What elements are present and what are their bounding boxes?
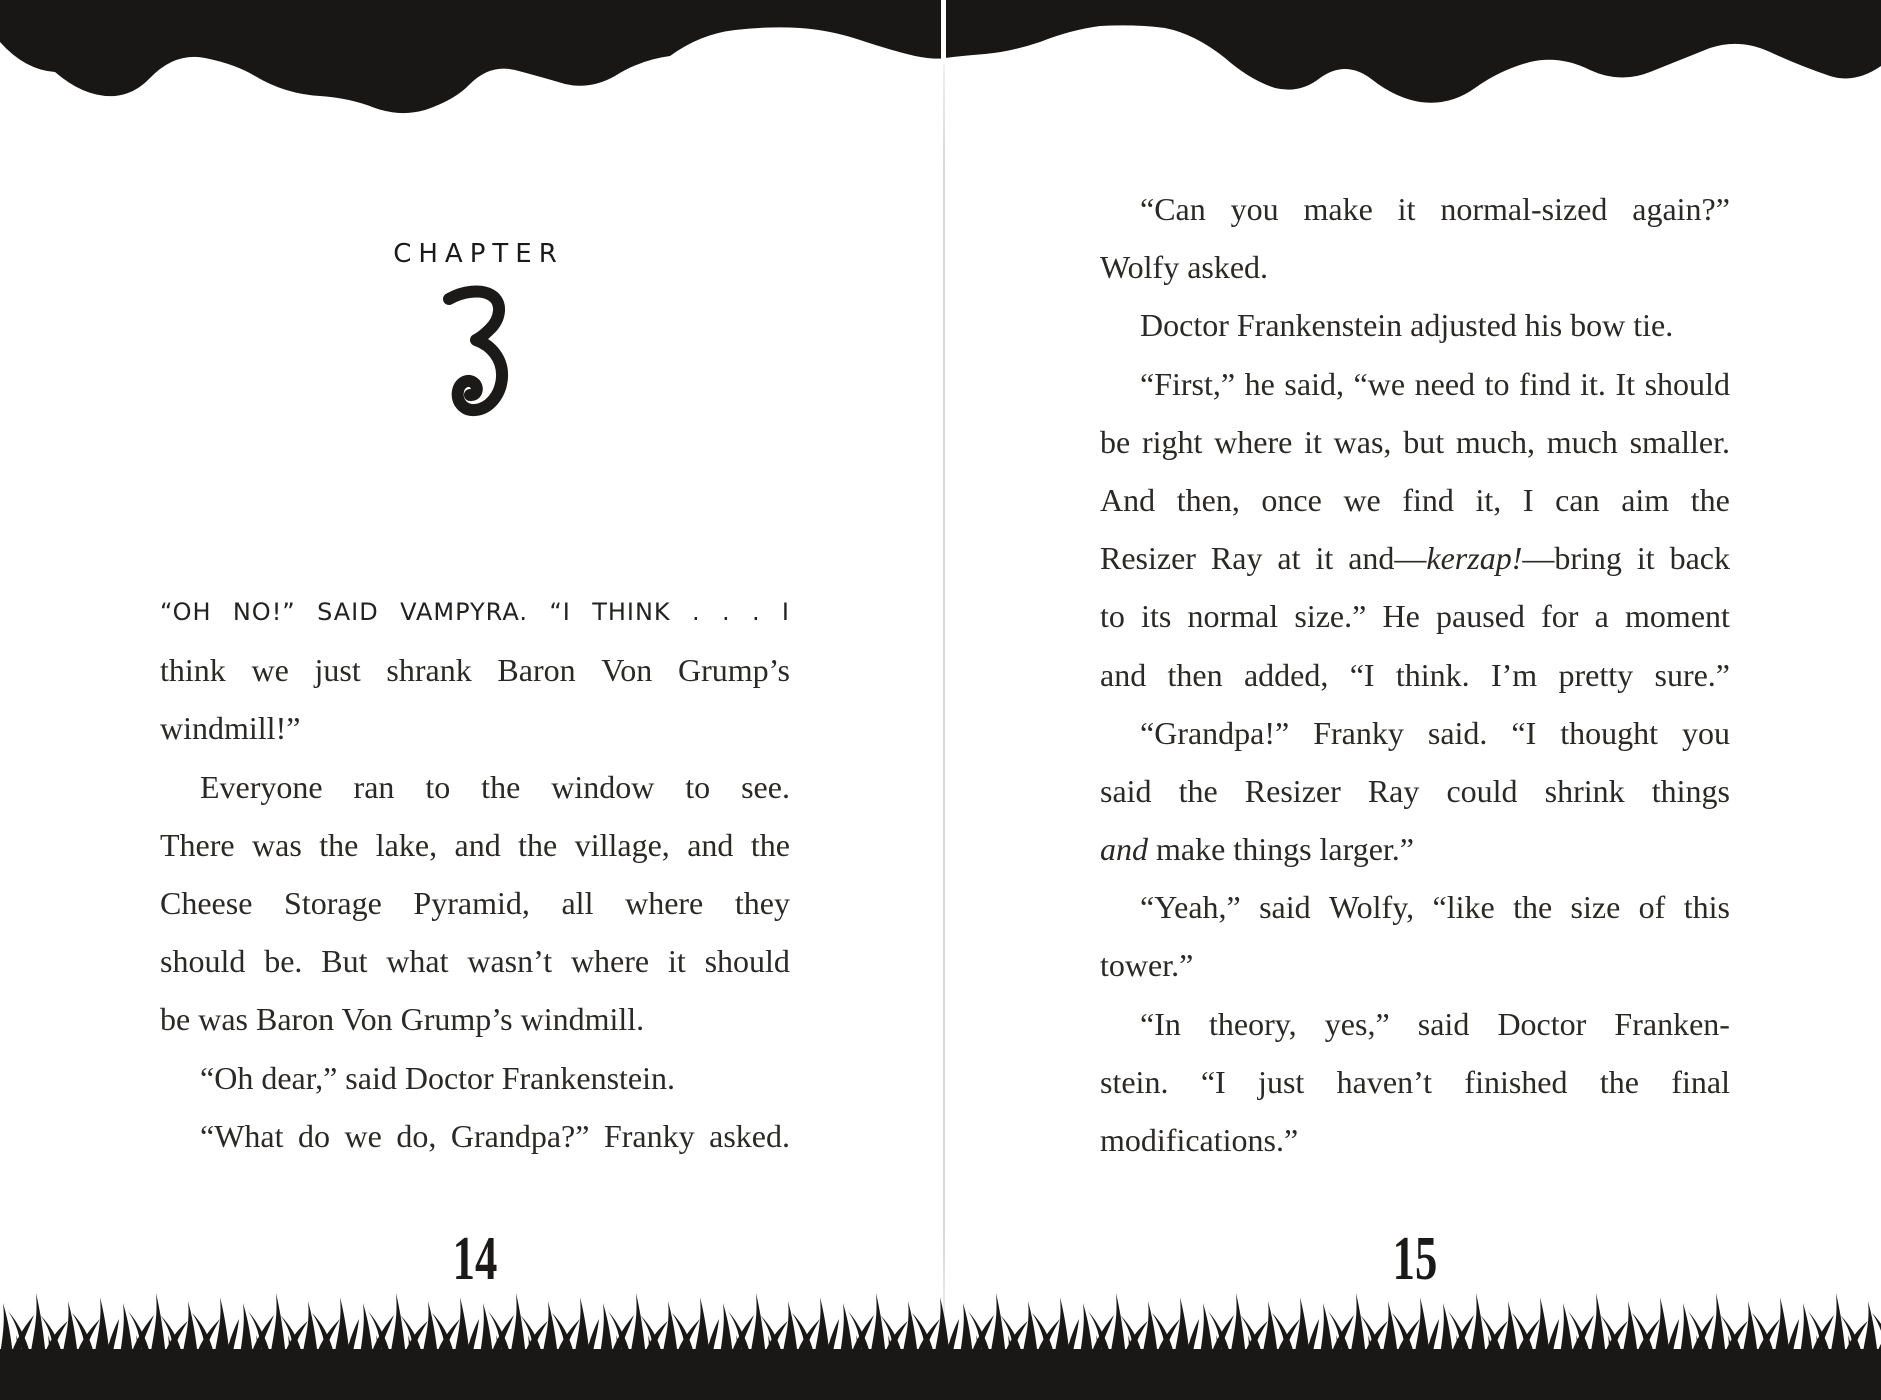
text-line <box>160 874 790 932</box>
word: said <box>1259 889 1311 926</box>
word: sure.” <box>1654 656 1730 693</box>
word: tie. <box>1633 307 1674 344</box>
word: things <box>1651 772 1730 809</box>
word: . <box>692 598 701 626</box>
word: “Yeah,” <box>1140 889 1241 926</box>
page-fold-line <box>943 0 945 1400</box>
word: and <box>1100 831 1148 868</box>
word: see. <box>741 768 790 805</box>
page-right-text <box>1100 180 1730 1169</box>
word: the <box>1513 889 1553 926</box>
word: Grandpa?” <box>450 1117 590 1154</box>
word: Frankenstein <box>1236 307 1403 344</box>
word: And <box>1100 481 1156 518</box>
word: then, <box>1176 481 1240 518</box>
word: should <box>1644 365 1730 402</box>
word: stein. <box>1100 1063 1169 1100</box>
word: make <box>1156 831 1226 868</box>
word: at <box>1277 540 1301 577</box>
word: VAMPYRA. <box>400 598 529 626</box>
word: right <box>1141 423 1203 460</box>
word: for <box>1541 598 1579 635</box>
word: . <box>751 598 761 626</box>
word: Doctor <box>404 1059 494 1096</box>
word: THINK <box>592 598 671 626</box>
text-line <box>160 699 790 757</box>
word: Storage <box>284 884 382 921</box>
word: I <box>781 598 790 626</box>
text-line <box>1100 296 1730 354</box>
word: I’m <box>1490 656 1538 693</box>
torn-top-border <box>0 0 1881 180</box>
text-line <box>160 990 790 1048</box>
word: much, <box>1455 423 1535 460</box>
word: find <box>1519 365 1571 402</box>
text-line <box>1100 878 1730 936</box>
word: finished <box>1464 1063 1568 1100</box>
word: can <box>1555 481 1600 518</box>
word: “Grandpa!” <box>1140 714 1290 751</box>
word: normal <box>1187 598 1279 635</box>
word: find <box>1402 481 1454 518</box>
word: this <box>1683 889 1730 926</box>
word: we <box>1343 481 1381 518</box>
text-line <box>1100 413 1730 471</box>
word: Ray <box>1367 772 1420 809</box>
grass-bottom-border <box>0 1285 1881 1400</box>
word: do, <box>396 1117 437 1154</box>
word: “In <box>1140 1005 1181 1042</box>
word: once <box>1261 481 1322 518</box>
text-line <box>160 641 790 699</box>
text-line <box>1100 1111 1730 1169</box>
word: smaller. <box>1629 423 1730 460</box>
word: He <box>1382 598 1420 635</box>
word: it <box>667 943 686 980</box>
word: I <box>1522 481 1534 518</box>
word: Resizer <box>1100 540 1196 577</box>
spine-gap <box>941 0 946 64</box>
word: it, <box>1475 481 1502 518</box>
chapter-number-numeral <box>160 283 790 422</box>
text-line <box>160 583 790 641</box>
word: paused <box>1436 598 1525 635</box>
word: “like <box>1432 889 1495 926</box>
word: he <box>1244 365 1275 402</box>
word: of <box>1638 889 1666 926</box>
text-line <box>160 932 790 990</box>
word: wasn’t <box>467 943 553 980</box>
word: the <box>750 826 790 863</box>
word: said, <box>1284 365 1344 402</box>
text-line <box>1100 646 1730 704</box>
word: asked. <box>1187 249 1269 286</box>
page-number-right: 15 <box>1392 1225 1438 1293</box>
word: window <box>551 768 655 805</box>
word: to <box>685 768 711 805</box>
word: final <box>1671 1063 1730 1100</box>
word: But <box>321 943 368 980</box>
word: windmill. <box>520 1001 645 1038</box>
word: shrank <box>386 652 472 689</box>
word: said <box>1417 1005 1470 1042</box>
word: the <box>1690 481 1730 518</box>
word: be <box>160 1001 191 1038</box>
word: Grump’s <box>400 1001 513 1038</box>
word: the <box>319 826 359 863</box>
text-line <box>160 758 790 816</box>
word: back <box>1669 540 1730 577</box>
word: Von <box>341 1001 393 1038</box>
word: think <box>160 652 226 689</box>
text-line <box>1100 704 1730 762</box>
word: There <box>160 826 235 863</box>
word: and <box>687 826 734 863</box>
word: SAID <box>317 598 379 626</box>
word: where <box>625 884 704 921</box>
word: said. <box>1427 714 1488 751</box>
word: size <box>1570 889 1621 926</box>
word: and <box>1100 656 1147 693</box>
word: a <box>1594 598 1609 635</box>
word: was <box>252 826 302 863</box>
word: Grump’s <box>677 652 790 689</box>
word: Franky <box>1313 714 1404 751</box>
word: should <box>704 943 790 980</box>
word: Wolfy <box>1100 249 1180 286</box>
word: asked. <box>709 1117 790 1154</box>
word: Everyone <box>200 768 323 805</box>
word: yes,” <box>1324 1005 1390 1042</box>
word: make <box>1303 191 1373 227</box>
word: windmill!” <box>160 710 301 747</box>
text-line <box>160 1107 790 1165</box>
word: Baron <box>497 652 576 689</box>
word: “I <box>549 598 571 626</box>
word: was, <box>1333 423 1392 460</box>
word: Cheese <box>160 884 253 921</box>
word: NO!” <box>232 598 296 626</box>
word: village, <box>574 826 670 863</box>
word: Doctor <box>1140 307 1229 344</box>
text-line <box>1100 936 1730 994</box>
word: Baron <box>255 1001 335 1038</box>
word: “Can <box>1140 191 1206 227</box>
word: said <box>1100 772 1152 809</box>
word: what <box>386 943 449 980</box>
word: where <box>570 943 650 980</box>
word: to <box>1100 598 1125 635</box>
word: “First,” <box>1140 365 1236 402</box>
word: it <box>1304 423 1322 460</box>
word: theory, <box>1208 1005 1297 1042</box>
word: bow <box>1570 307 1626 344</box>
word: the <box>1178 772 1218 809</box>
word: the <box>481 768 521 805</box>
word: tower.” <box>1100 947 1194 984</box>
word: to <box>1484 365 1510 402</box>
word: was <box>198 1001 248 1038</box>
word: be <box>1100 423 1131 460</box>
word: It <box>1615 365 1636 402</box>
word: but <box>1403 423 1445 460</box>
text-line <box>1100 180 1730 238</box>
text-line <box>160 816 790 874</box>
text-line <box>1100 238 1730 296</box>
word: Von <box>601 652 653 689</box>
word: they <box>734 884 790 921</box>
word: it. <box>1580 365 1606 402</box>
word: where <box>1214 423 1293 460</box>
page-number-left: 14 <box>452 1225 498 1293</box>
word: should <box>160 943 246 980</box>
word: think. <box>1395 656 1470 693</box>
word: adjusted <box>1410 307 1517 344</box>
word: “OH <box>160 598 212 626</box>
word: all <box>561 884 594 921</box>
text-line <box>1100 820 1730 878</box>
word: shrink <box>1544 772 1625 809</box>
word: need <box>1414 365 1476 402</box>
word: to <box>425 768 451 805</box>
word: larger.” <box>1319 831 1414 868</box>
word: pretty <box>1558 656 1634 693</box>
word: Doctor <box>1497 1005 1587 1042</box>
text-line <box>1100 587 1730 645</box>
chapter-label: CHAPTER <box>393 239 564 269</box>
word: “I <box>1511 714 1537 751</box>
word: could <box>1446 772 1518 809</box>
word: normal-sized <box>1440 191 1608 227</box>
word: moment <box>1625 598 1730 635</box>
page-left-text <box>160 583 790 1165</box>
word: Resizer <box>1244 772 1341 809</box>
text-line <box>1100 1053 1730 1111</box>
text-line <box>1100 529 1730 587</box>
word: we <box>251 652 289 689</box>
word: ran <box>353 768 395 805</box>
word: Pyramid, <box>413 884 530 921</box>
word: much <box>1546 423 1618 460</box>
word: Frankenstein. <box>501 1059 675 1096</box>
text-line <box>1100 762 1730 820</box>
word: aim <box>1621 481 1670 518</box>
word: the <box>518 826 558 863</box>
word: Franky <box>603 1117 695 1154</box>
word: added, <box>1243 656 1329 693</box>
curly-three-icon <box>439 283 511 417</box>
text-line <box>1100 471 1730 529</box>
text-line <box>1100 995 1730 1053</box>
word: and—kerzap!—bring <box>1348 540 1622 577</box>
chapter-heading <box>160 241 790 422</box>
word: again?” <box>1632 191 1730 227</box>
word: just <box>1258 1063 1305 1100</box>
word: Ray <box>1210 540 1263 577</box>
word: and <box>454 826 501 863</box>
word: you <box>1682 714 1730 751</box>
word: “I <box>1200 1063 1226 1100</box>
word: just <box>314 652 361 689</box>
word: then <box>1167 656 1223 693</box>
word: thought <box>1560 714 1659 751</box>
word: said <box>345 1059 397 1096</box>
word: . <box>721 598 731 626</box>
word: modifications.” <box>1100 1122 1299 1158</box>
word: “we <box>1353 365 1406 402</box>
word: “What <box>200 1117 284 1154</box>
word: haven’t <box>1336 1063 1433 1100</box>
word: Franken- <box>1614 1005 1730 1042</box>
word: its <box>1141 598 1172 635</box>
word: “I <box>1349 656 1375 693</box>
word: we <box>344 1117 382 1154</box>
word: it <box>1636 540 1655 577</box>
word: do <box>298 1117 331 1154</box>
text-line <box>160 1049 790 1107</box>
word: be. <box>264 943 303 980</box>
word: size.” <box>1294 598 1367 635</box>
word: “Oh <box>200 1059 254 1096</box>
word: it <box>1315 540 1334 577</box>
text-line <box>1100 355 1730 413</box>
word: things <box>1233 831 1312 868</box>
word: dear,” <box>261 1059 338 1096</box>
word: you <box>1230 191 1279 227</box>
word: lake, <box>375 826 438 863</box>
word: it <box>1397 191 1416 227</box>
word: the <box>1599 1063 1639 1100</box>
word: his <box>1524 307 1563 344</box>
word: Wolfy, <box>1329 889 1415 926</box>
